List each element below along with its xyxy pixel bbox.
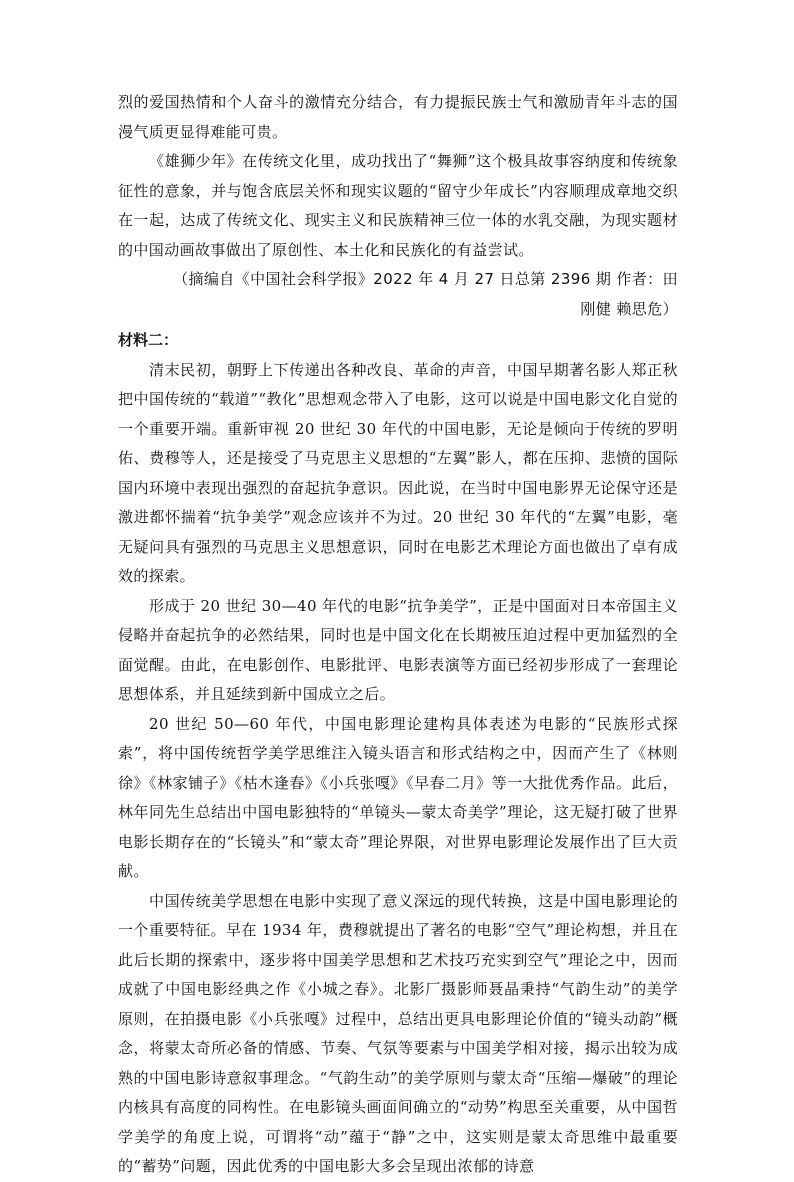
material-two-heading: 材料二： xyxy=(118,331,179,349)
paragraph-continued: 烈的爱国热情和个人奋斗的激情充分结合，有力提振民族士气和激励青年斗志的国漫气质更显得难能可贵。 xyxy=(118,93,678,141)
document-body xyxy=(118,88,678,1182)
paragraph-late-qing: 清末民初，朝野上下传递出各种改良、革命的声音，中国早期著名影人郑正秋把中国传统的“载道”“教化”思想观念带入了电影，这可以说是中国电影文化自觉的一个重要开端。重新审视 20 世纪 30 年代的中国电影，无论是倾向于传统的罗明佑、费穆等人，还是接受了马克思主义思想的“左翼”影人，都在压抑、悲愤的国际国内环境中表现出强烈的奋起抗争意识。因此说，在当时中国电影界无论保守还是激进都怀揣着“抗争美学”观念应该并不为过。20 世纪 30 年代的“左翼”电影，毫无疑问具有强烈的马克思主义思想意识，同时在电影艺术理论方面也做出了卓有成效的探索。 xyxy=(118,360,678,585)
paragraph-resistance-aesthetics: 形成于 20 世纪 30—40 年代的电影“抗争美学”，正是中国面对日本帝国主义侵略并奋起抗争的必然结果，同时也是中国文化在长期被压迫过程中更加猛烈的全面觉醒。由此，在电影创作、电影批评、电影表演等方面已经初步形成了一套理论思想体系，并且延续到新中国成立之后。 xyxy=(118,596,678,703)
source-citation: （摘编自《中国社会科学报》2022 年 4 月 27 日总第 2396 期 作者：田刚健 赖思危） xyxy=(173,270,678,318)
paragraph-traditional-aesthetics: 中国传统美学思想在电影中实现了意义深远的现代转换，这是中国电影理论的一个重要特征。早在 1934 年，费穆就提出了著名的电影“空气”理论构想，并且在此后长期的探索中，逐步将中国美学思想和艺术技巧充实到空气”理论之中，因而成就了中国电影经典之作《小城之春》。北影厂摄影师聂晶秉持“气韵生动”的美学原则，在拍摄电影《小兵张嘎》过程中，总结出更具电影理论价值的“镜头动韵”概念，将蒙太奇所必备的情感、节奏、气氛等要素与中国美学相对接，揭示出较为成熟的中国电影诗意叙事理念。“气韵生动”的美学原则与蒙太奇“压缩—爆破”的理论内核具有高度的同构性。在电影镜头画面间确立的“动势”构思至关重要，从中国哲学美学的角度上说，可谓将“动”蕴于“静”之中，这实则是蒙太奇思维中最重要的“蓄势”问题，因此优秀的中国电影大多会呈现出浓郁的诗意 xyxy=(118,891,678,1175)
paragraph-lion-boy: 《雄狮少年》在传统文化里，成功找出了“舞狮”这个极具故事容纳度和传统象征性的意象，并与饱含底层关怀和现实议题的“留守少年成长”内容顺理成章地交织在一起，达成了传统文化、现实主义和民族精神三位一体的水乳交融，为现实题材的中国动画故事做出了原创性、本土化和民族化的有益尝试。 xyxy=(118,152,678,259)
paragraph-national-form: 20 世纪 50—60 年代，中国电影理论建构具体表述为电影的“民族形式探索”，将中国传统哲学美学思维注入镜头语言和形式结构之中，因而产生了《林则徐》《林家铺子》《枯木逢春》《小兵张嘎》《早春二月》等一大批优秀作品。此后，林年同先生总结出中国电影独特的“单镜头—蒙太奇美学”理论，这无疑打破了世界电影长期存在的“长镜头”和“蒙太奇”理论界限，对世界电影理论发展作出了巨大贡献。 xyxy=(118,714,678,880)
